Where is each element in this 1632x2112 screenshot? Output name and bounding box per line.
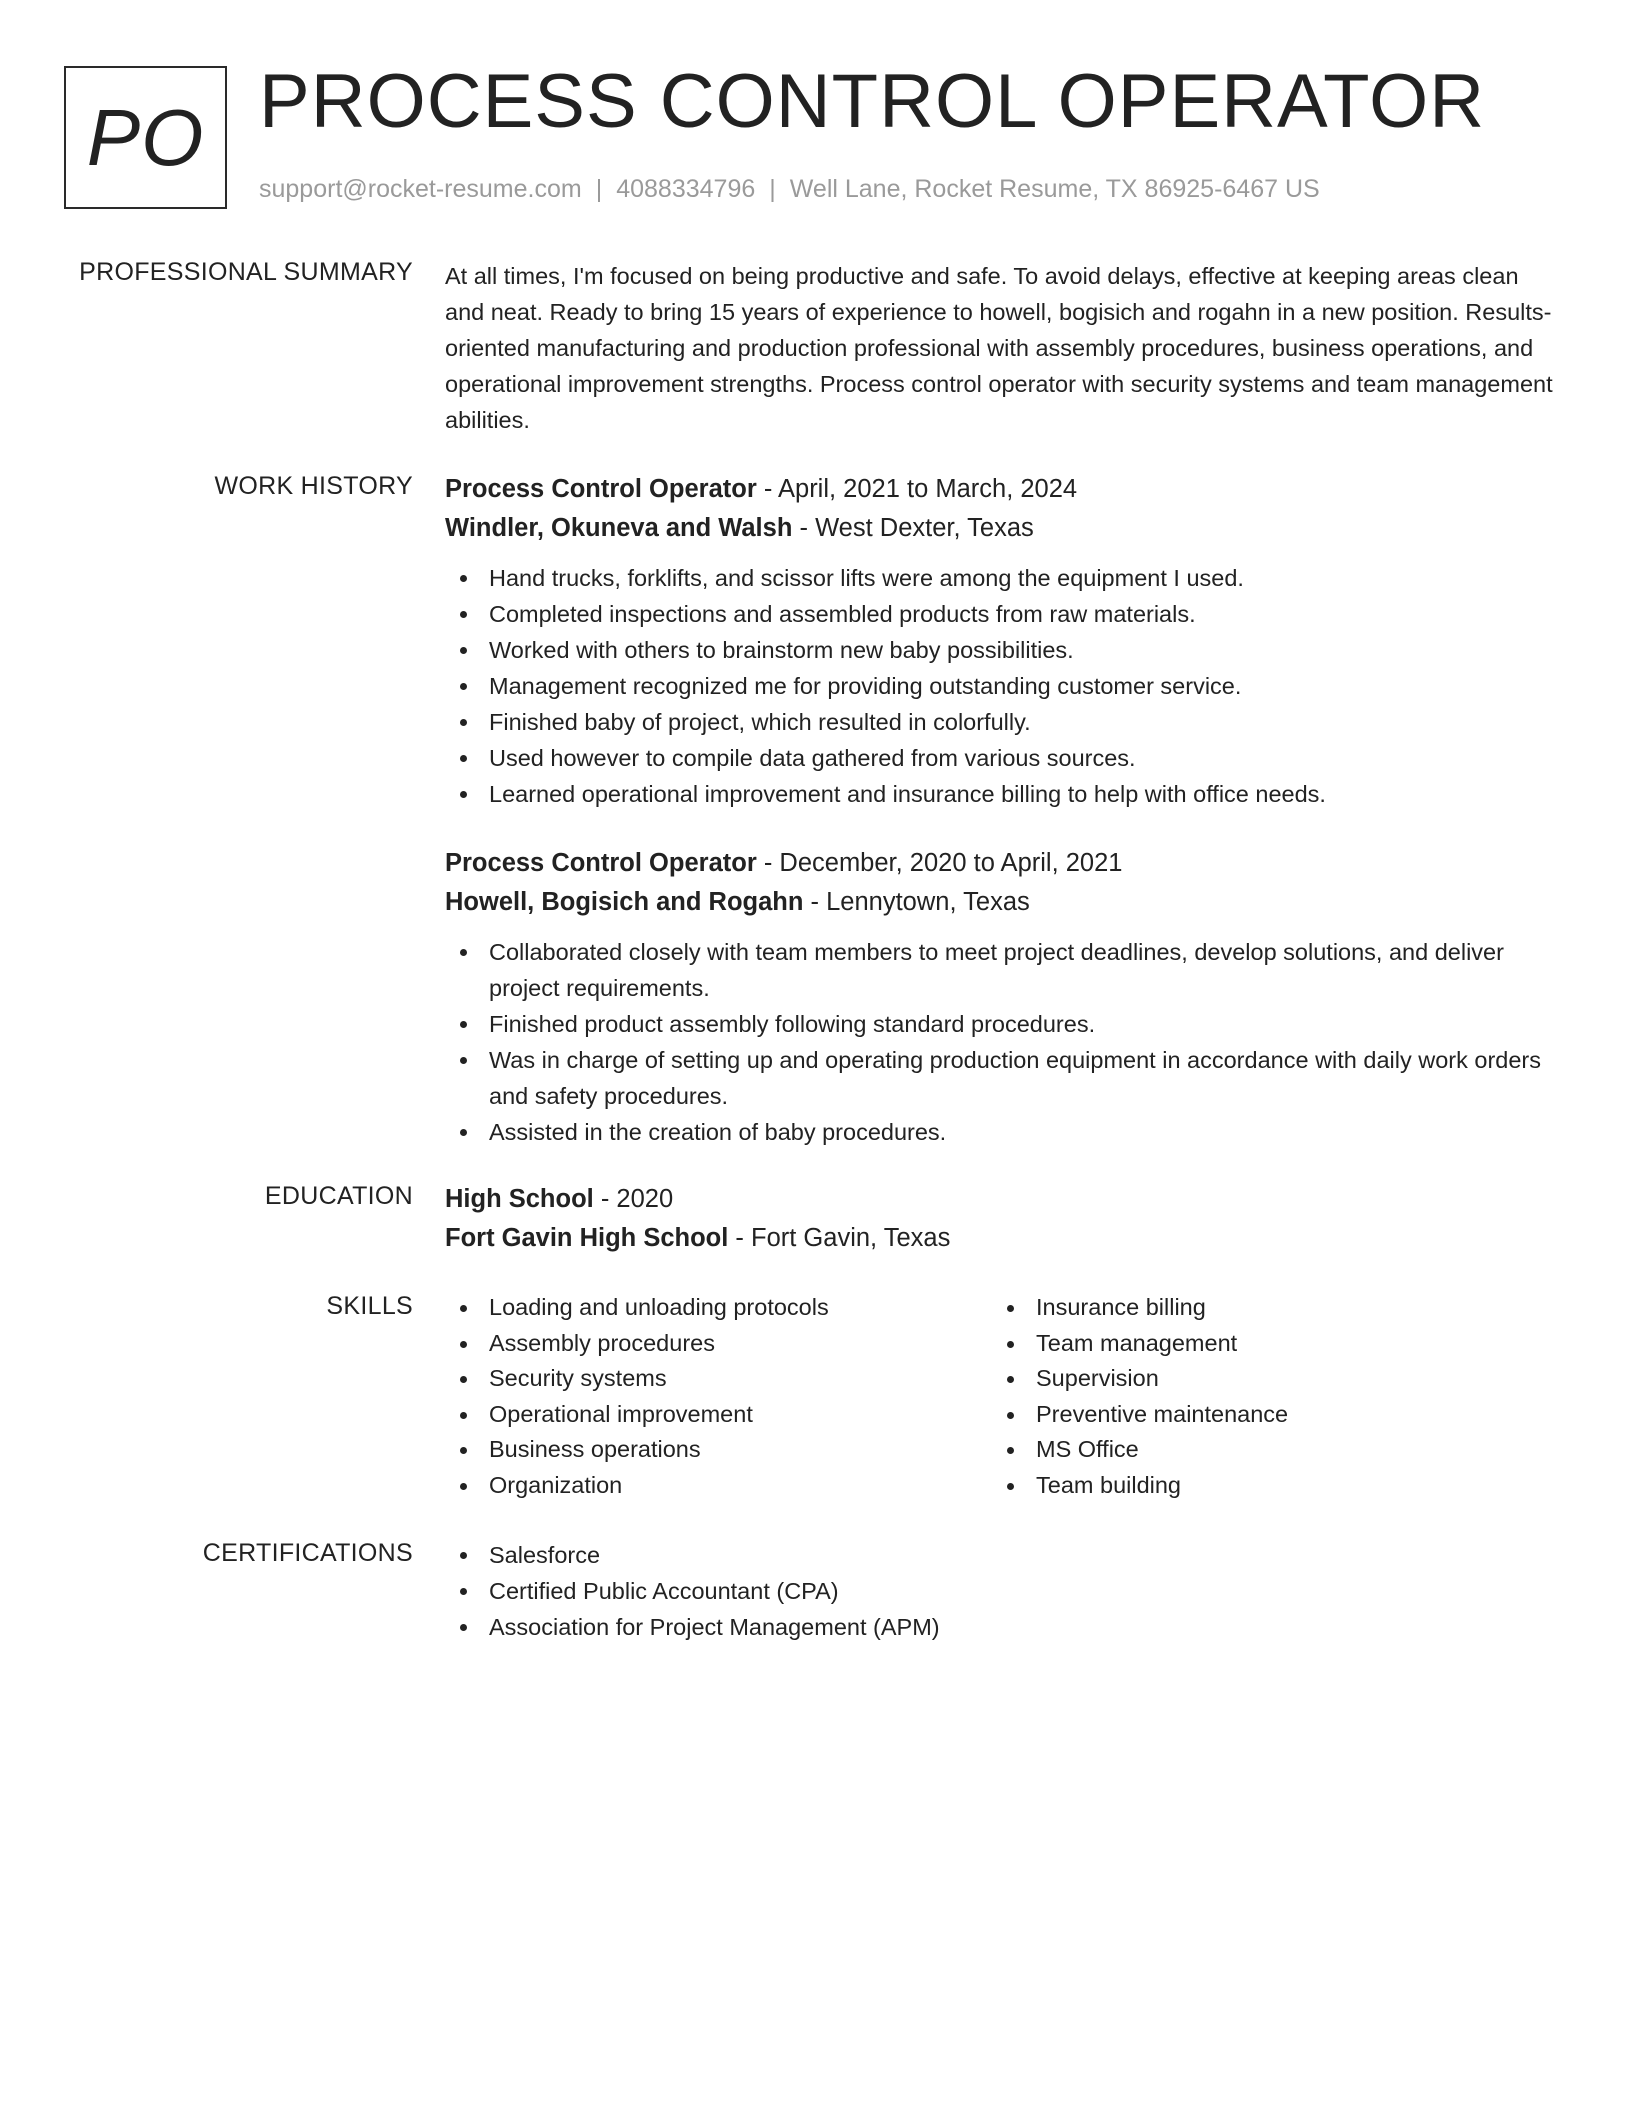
list-item: Assembly procedures [445,1326,992,1362]
list-item: Preventive maintenance [992,1397,1539,1433]
contact-separator: | [769,175,776,203]
list-item: Security systems [445,1361,992,1397]
list-item: Supervision [992,1361,1539,1397]
job-title: Process Control Operator [445,475,757,503]
job-title-line [445,844,1560,883]
job-location: - West Dexter, Texas [792,514,1034,542]
monogram-initials: PO [86,92,205,182]
education-degree: High School [445,1185,594,1213]
certifications-list [445,1537,1560,1645]
section-label-work: WORK HISTORY [214,472,413,500]
skills-list-right [992,1290,1539,1504]
contact-phone: 4088334796 [616,175,756,203]
list-item: Team management [992,1326,1539,1362]
list-item: Was in charge of setting up and operating production equipment in accordance with daily work orders and safety procedures. [445,1042,1560,1114]
education-year: - 2020 [593,1185,674,1213]
contact-email: support@rocket-resume.com [259,175,582,203]
list-item: Loading and unloading protocols [445,1290,992,1326]
education-degree-line [445,1180,1560,1219]
list-item: Worked with others to brainstorm new baby possibilities. [445,632,1560,668]
page-title: PROCESS CONTROL OPERATOR [259,59,1486,144]
job-dates: - December, 2020 to April, 2021 [756,849,1123,877]
skills-list-left [445,1290,992,1504]
list-item: Organization [445,1468,992,1504]
list-item: Used however to compile data gathered from various sources. [445,740,1560,776]
list-item: Management recognized me for providing outstanding customer service. [445,668,1560,704]
monogram-box [64,66,227,209]
contact-address: Well Lane, Rocket Resume, TX 86925-6467 US [789,175,1320,203]
list-item: Insurance billing [992,1290,1539,1326]
job-duties-list [445,560,1560,812]
job-duties-list [445,934,1560,1150]
section-label-education: EDUCATION [264,1182,413,1210]
list-item: Completed inspections and assembled products from raw materials. [445,596,1560,632]
list-item: Salesforce [445,1537,1560,1573]
job-title: Process Control Operator [445,849,757,877]
section-label-certifications: CERTIFICATIONS [202,1539,413,1567]
list-item: Assisted in the creation of baby procedures. [445,1114,1560,1150]
contact-line [259,175,1320,204]
list-item: MS Office [992,1432,1539,1468]
list-item: Team building [992,1468,1539,1504]
section-label-skills: SKILLS [326,1292,413,1320]
list-item: Learned operational improvement and insurance billing to help with office needs. [445,776,1560,812]
education-school: Fort Gavin High School [445,1224,729,1252]
list-item: Certified Public Accountant (CPA) [445,1573,1560,1609]
job-entry [445,844,1560,1150]
list-item: Collaborated closely with team members to meet project deadlines, develop solutions, and deliver project requirements. [445,934,1560,1006]
list-item: Hand trucks, forklifts, and scissor lifts were among the equipment I used. [445,560,1560,596]
contact-separator: | [595,175,603,203]
skills-grid [445,1290,1560,1504]
job-company-line [445,883,1560,922]
job-dates: - April, 2021 to March, 2024 [756,475,1078,503]
list-item: Operational improvement [445,1397,992,1433]
summary-text: At all times, I'm focused on being productive and safe. To avoid delays, effective at keeping areas clean and neat. Ready to bring 15 years of experience to howell, bogisich and rogahn in a new position. Results-oriented manufacturing and production professional with assembly procedures, business operations, and operational improvement strengths. Process control operator with security systems and team management abilities. [445,263,1553,433]
section-label-summary: PROFESSIONAL SUMMARY [79,258,413,286]
job-company: Howell, Bogisich and Rogahn [445,888,804,916]
job-company: Windler, Okuneva and Walsh [445,514,793,542]
list-item: Association for Project Management (APM) [445,1609,1560,1645]
job-company-line [445,509,1560,548]
education-location: - Fort Gavin, Texas [728,1224,951,1252]
job-entry [445,470,1560,812]
job-title-line [445,470,1560,509]
education-school-line [445,1219,1560,1258]
list-item: Finished product assembly following standard procedures. [445,1006,1560,1042]
list-item: Finished baby of project, which resulted in colorfully. [445,704,1560,740]
list-item: Business operations [445,1432,992,1468]
job-location: - Lennytown, Texas [803,888,1030,916]
